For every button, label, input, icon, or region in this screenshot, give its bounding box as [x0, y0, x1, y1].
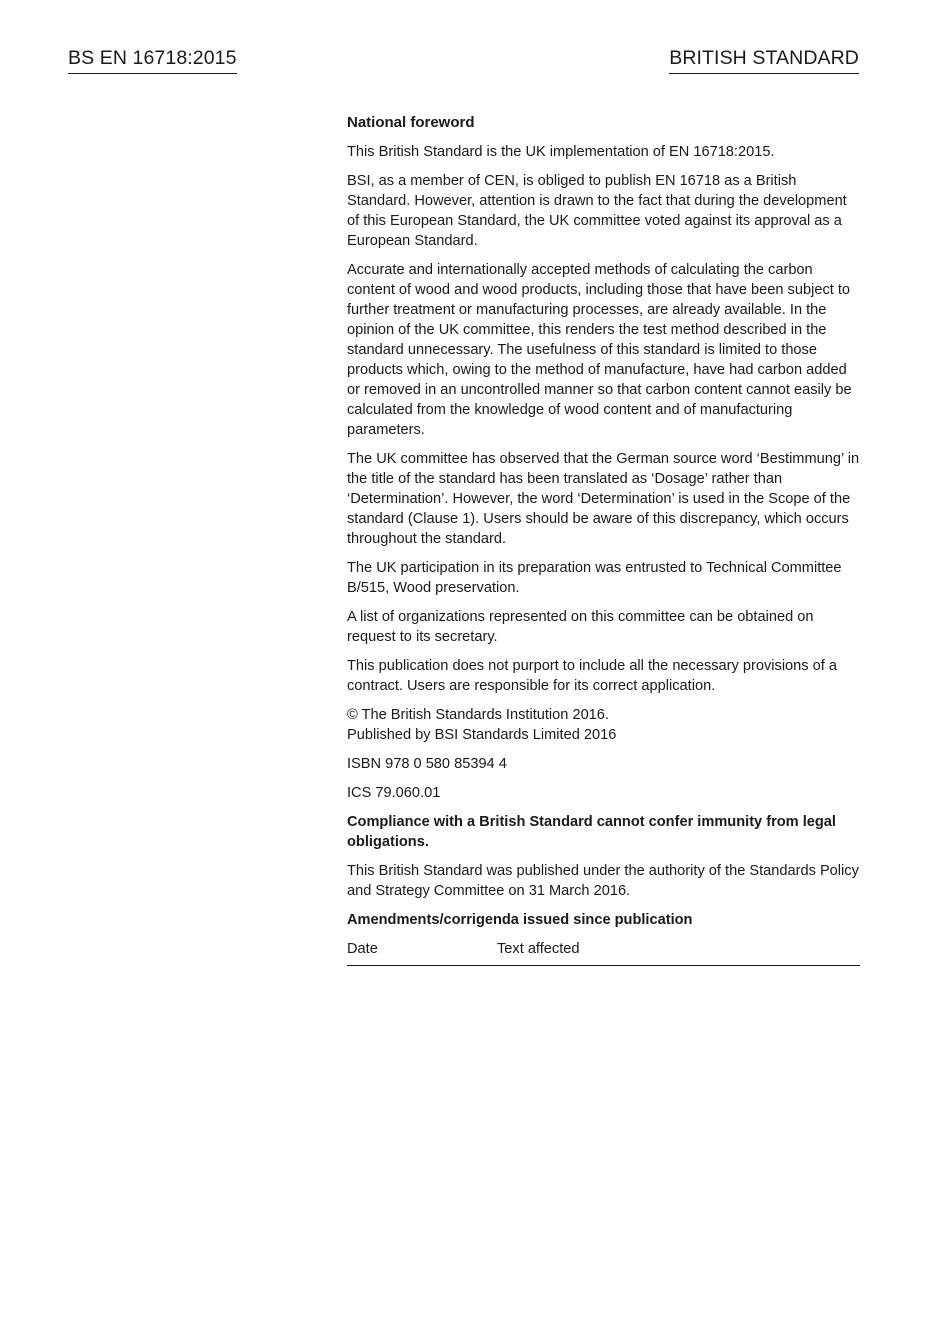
- paragraph-organizations: A list of organizations represented on this committee can be obtained on request to its secretary.: [347, 609, 814, 645]
- isbn: ISBN 978 0 580 85394 4: [347, 756, 507, 772]
- amendments-title: Amendments/corrigenda issued since publication: [347, 912, 693, 928]
- column-date: Date: [347, 941, 378, 957]
- section-title: National foreword: [347, 114, 475, 131]
- national-foreword: [347, 113, 860, 966]
- publisher-line: Published by BSI Standards Limited 2016: [347, 727, 617, 743]
- copyright-line: © The British Standards Institution 2016.: [347, 707, 609, 723]
- column-text-affected: Text affected: [497, 941, 580, 957]
- amendments-table-header: [347, 939, 860, 966]
- paragraph-carbon-methods: Accurate and internationally accepted methods of calculating the carbon content of wood and wood products, including those that have been subject to further treatment or manufacturing processes, are already available. In the opinion of the UK committee, this renders the test method described in the standard unnecessary. The usefulness of this standard is limited to those products which, owing to the method of manufacture, have had carbon added or removed in an uncontrolled manner so that carbon content cannot easily be calculated from the knowledge of wood content and of manufacturing parameters.: [347, 262, 852, 438]
- paragraph-implementation: This British Standard is the UK implementation of EN 16718:2015.: [347, 144, 775, 160]
- ics: ICS 79.060.01: [347, 785, 441, 801]
- paragraph-committee: The UK participation in its preparation was entrusted to Technical Committee B/515, Wood preservation.: [347, 560, 842, 596]
- paragraph-cen-obligation: BSI, as a member of CEN, is obliged to publish EN 16718 as a British Standard. However, attention is drawn to the fact that during the development of this European Standard, the UK committee voted against its approval as a European Standard.: [347, 173, 847, 249]
- authority-statement: This British Standard was published under the authority of the Standards Policy and Strategy Committee on 31 March 2016.: [347, 863, 859, 899]
- document-code: BS EN 16718:2015: [68, 47, 237, 74]
- document-type: BRITISH STANDARD: [669, 47, 859, 74]
- paragraph-disclaimer: This publication does not purport to include all the necessary provisions of a contract. Users are responsible for its correct application.: [347, 658, 837, 694]
- compliance-notice: Compliance with a British Standard cannot confer immunity from legal obligations.: [347, 814, 836, 850]
- paragraph-translation-note: The UK committee has observed that the German source word ‘Bestimmung’ in the title of the standard has been translated as ‘Dosage’ rather than ‘Determination’. However, the word ‘Determination’ is used in the Scope of the standard (Clause 1). Users should be aware of this discrepancy, which occurs throughout the standard.: [347, 451, 860, 547]
- copyright-block: [347, 705, 860, 745]
